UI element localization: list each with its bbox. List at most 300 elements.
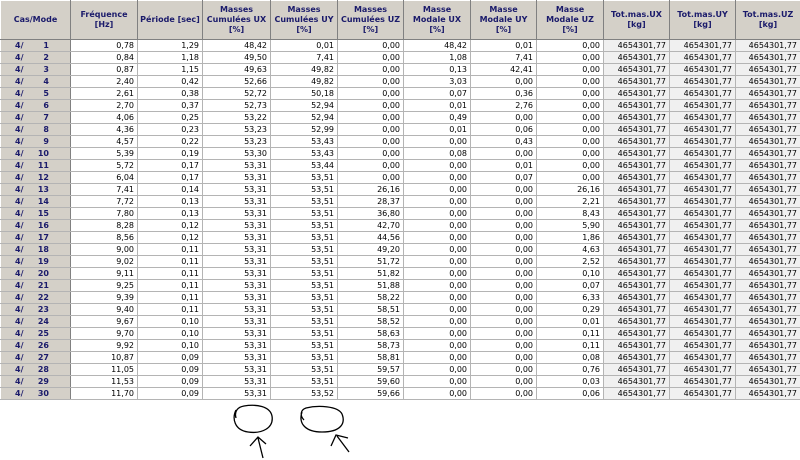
frequence-cell[interactable]: 9,67 xyxy=(71,316,138,328)
masses-cumulees-uz-cell[interactable]: 0,00 xyxy=(338,160,404,172)
masses-cumulees-ux-cell[interactable]: 52,73 xyxy=(203,100,271,112)
masses-cumulees-ux-cell[interactable]: 53,31 xyxy=(203,304,271,316)
tot-mas-uy-cell[interactable]: 4654301,77 xyxy=(670,100,736,112)
table-row[interactable] xyxy=(1,64,800,76)
masse-modale-uz-cell[interactable]: 0,03 xyxy=(537,376,604,388)
periode-cell[interactable]: 0,09 xyxy=(138,352,203,364)
tot-mas-uy-cell[interactable]: 4654301,77 xyxy=(670,232,736,244)
row-header-cas-mode[interactable] xyxy=(1,52,71,64)
row-header-cas-mode[interactable] xyxy=(1,232,71,244)
masse-modale-uy-cell[interactable]: 0,00 xyxy=(471,292,537,304)
periode-cell[interactable]: 0,22 xyxy=(138,136,203,148)
row-header-cas-mode[interactable] xyxy=(1,220,71,232)
tot-mas-ux-cell[interactable]: 4654301,77 xyxy=(604,268,670,280)
tot-mas-ux-cell[interactable]: 4654301,77 xyxy=(604,40,670,52)
masse-modale-uy-cell[interactable]: 0,00 xyxy=(471,76,537,88)
periode-cell[interactable]: 0,14 xyxy=(138,184,203,196)
masse-modale-uy-cell[interactable]: 2,76 xyxy=(471,100,537,112)
masses-cumulees-uz-cell[interactable]: 58,73 xyxy=(338,340,404,352)
tot-mas-ux-cell[interactable]: 4654301,77 xyxy=(604,64,670,76)
masse-modale-uz-cell[interactable]: 6,33 xyxy=(537,292,604,304)
masses-cumulees-uz-cell[interactable]: 26,16 xyxy=(338,184,404,196)
masses-cumulees-ux-cell[interactable]: 53,31 xyxy=(203,208,271,220)
tot-mas-uz-cell[interactable]: 4654301,77 xyxy=(736,232,800,244)
row-header-cas-mode[interactable] xyxy=(1,316,71,328)
masse-modale-uy-cell[interactable]: 0,00 xyxy=(471,352,537,364)
masse-modale-uy-cell[interactable]: 0,06 xyxy=(471,124,537,136)
tot-mas-uz-cell[interactable]: 4654301,77 xyxy=(736,268,800,280)
masse-modale-ux-cell[interactable]: 0,01 xyxy=(404,124,471,136)
periode-cell[interactable]: 0,11 xyxy=(138,304,203,316)
masses-cumulees-uz-cell[interactable]: 59,60 xyxy=(338,376,404,388)
column-header-frequence[interactable]: Fréquence [Hz] xyxy=(71,1,138,40)
masse-modale-uy-cell[interactable]: 0,00 xyxy=(471,208,537,220)
tot-mas-ux-cell[interactable]: 4654301,77 xyxy=(604,364,670,376)
table-row[interactable] xyxy=(1,112,800,124)
periode-cell[interactable]: 0,09 xyxy=(138,364,203,376)
column-header-periode[interactable]: Période [sec] xyxy=(138,1,203,40)
masse-modale-uz-cell[interactable]: 5,90 xyxy=(537,220,604,232)
tot-mas-ux-cell[interactable]: 4654301,77 xyxy=(604,100,670,112)
frequence-cell[interactable]: 11,53 xyxy=(71,376,138,388)
masse-modale-uz-cell[interactable]: 0,00 xyxy=(537,52,604,64)
masses-cumulees-uy-cell[interactable]: 53,51 xyxy=(271,220,338,232)
masses-cumulees-uy-cell[interactable]: 49,82 xyxy=(271,64,338,76)
tot-mas-uz-cell[interactable]: 4654301,77 xyxy=(736,40,800,52)
masse-modale-uz-cell[interactable]: 0,00 xyxy=(537,76,604,88)
tot-mas-uy-cell[interactable]: 4654301,77 xyxy=(670,256,736,268)
tot-mas-uy-cell[interactable]: 4654301,77 xyxy=(670,88,736,100)
table-row[interactable] xyxy=(1,88,800,100)
row-header-cas-mode[interactable] xyxy=(1,304,71,316)
masse-modale-ux-cell[interactable]: 0,00 xyxy=(404,388,471,400)
frequence-cell[interactable]: 5,72 xyxy=(71,160,138,172)
periode-cell[interactable]: 0,10 xyxy=(138,316,203,328)
tot-mas-ux-cell[interactable]: 4654301,77 xyxy=(604,256,670,268)
masses-cumulees-uy-cell[interactable]: 53,44 xyxy=(271,160,338,172)
tot-mas-uz-cell[interactable]: 4654301,77 xyxy=(736,76,800,88)
tot-mas-uz-cell[interactable]: 4654301,77 xyxy=(736,352,800,364)
masse-modale-ux-cell[interactable]: 3,03 xyxy=(404,76,471,88)
table-row[interactable] xyxy=(1,100,800,112)
table-row[interactable] xyxy=(1,124,800,136)
tot-mas-uz-cell[interactable]: 4654301,77 xyxy=(736,100,800,112)
tot-mas-uy-cell[interactable]: 4654301,77 xyxy=(670,172,736,184)
tot-mas-uz-cell[interactable]: 4654301,77 xyxy=(736,316,800,328)
masses-cumulees-ux-cell[interactable]: 53,31 xyxy=(203,160,271,172)
table-row[interactable] xyxy=(1,280,800,292)
table-row[interactable] xyxy=(1,376,800,388)
masses-cumulees-uy-cell[interactable]: 53,51 xyxy=(271,304,338,316)
row-header-cas-mode[interactable] xyxy=(1,244,71,256)
tot-mas-uy-cell[interactable]: 4654301,77 xyxy=(670,76,736,88)
frequence-cell[interactable]: 9,25 xyxy=(71,280,138,292)
masses-cumulees-ux-cell[interactable]: 48,42 xyxy=(203,40,271,52)
tot-mas-uy-cell[interactable]: 4654301,77 xyxy=(670,220,736,232)
table-row[interactable] xyxy=(1,304,800,316)
masses-cumulees-uz-cell[interactable]: 0,00 xyxy=(338,148,404,160)
masses-cumulees-uy-cell[interactable]: 52,99 xyxy=(271,124,338,136)
tot-mas-uz-cell[interactable]: 4654301,77 xyxy=(736,220,800,232)
tot-mas-uz-cell[interactable]: 4654301,77 xyxy=(736,388,800,400)
tot-mas-uy-cell[interactable]: 4654301,77 xyxy=(670,112,736,124)
periode-cell[interactable]: 0,13 xyxy=(138,208,203,220)
masses-cumulees-uz-cell[interactable]: 0,00 xyxy=(338,112,404,124)
tot-mas-uz-cell[interactable]: 4654301,77 xyxy=(736,328,800,340)
tot-mas-ux-cell[interactable]: 4654301,77 xyxy=(604,376,670,388)
frequence-cell[interactable]: 7,41 xyxy=(71,184,138,196)
masses-cumulees-uz-cell[interactable]: 58,22 xyxy=(338,292,404,304)
masse-modale-uz-cell[interactable]: 0,00 xyxy=(537,172,604,184)
tot-mas-uz-cell[interactable]: 4654301,77 xyxy=(736,52,800,64)
masses-cumulees-uy-cell[interactable]: 49,82 xyxy=(271,76,338,88)
frequence-cell[interactable]: 0,78 xyxy=(71,40,138,52)
masses-cumulees-ux-cell[interactable]: 53,31 xyxy=(203,388,271,400)
masse-modale-ux-cell[interactable]: 0,00 xyxy=(404,196,471,208)
frequence-cell[interactable]: 4,06 xyxy=(71,112,138,124)
masse-modale-uz-cell[interactable]: 0,06 xyxy=(537,388,604,400)
masses-cumulees-ux-cell[interactable]: 53,31 xyxy=(203,232,271,244)
masse-modale-ux-cell[interactable]: 0,00 xyxy=(404,292,471,304)
row-header-cas-mode[interactable] xyxy=(1,280,71,292)
periode-cell[interactable]: 1,29 xyxy=(138,40,203,52)
tot-mas-uy-cell[interactable]: 4654301,77 xyxy=(670,184,736,196)
masses-cumulees-ux-cell[interactable]: 53,22 xyxy=(203,112,271,124)
masse-modale-uy-cell[interactable]: 0,00 xyxy=(471,340,537,352)
periode-cell[interactable]: 0,09 xyxy=(138,376,203,388)
masse-modale-uz-cell[interactable]: 0,11 xyxy=(537,340,604,352)
masse-modale-uz-cell[interactable]: 0,76 xyxy=(537,364,604,376)
masse-modale-uz-cell[interactable]: 0,01 xyxy=(537,316,604,328)
tot-mas-uy-cell[interactable]: 4654301,77 xyxy=(670,316,736,328)
periode-cell[interactable]: 0,10 xyxy=(138,328,203,340)
tot-mas-uz-cell[interactable]: 4654301,77 xyxy=(736,340,800,352)
masses-cumulees-uy-cell[interactable]: 53,51 xyxy=(271,244,338,256)
row-header-cas-mode[interactable] xyxy=(1,340,71,352)
masses-cumulees-uy-cell[interactable]: 53,51 xyxy=(271,280,338,292)
table-row[interactable] xyxy=(1,220,800,232)
masses-cumulees-uz-cell[interactable]: 36,80 xyxy=(338,208,404,220)
masse-modale-uz-cell[interactable]: 0,29 xyxy=(537,304,604,316)
masse-modale-uz-cell[interactable]: 0,00 xyxy=(537,100,604,112)
masse-modale-uz-cell[interactable]: 0,00 xyxy=(537,124,604,136)
tot-mas-uz-cell[interactable]: 4654301,77 xyxy=(736,160,800,172)
masse-modale-ux-cell[interactable]: 0,00 xyxy=(404,340,471,352)
masses-cumulees-uz-cell[interactable]: 51,72 xyxy=(338,256,404,268)
table-row[interactable] xyxy=(1,364,800,376)
frequence-cell[interactable]: 4,36 xyxy=(71,124,138,136)
masses-cumulees-uz-cell[interactable]: 51,88 xyxy=(338,280,404,292)
masse-modale-ux-cell[interactable]: 0,00 xyxy=(404,136,471,148)
tot-mas-ux-cell[interactable]: 4654301,77 xyxy=(604,124,670,136)
tot-mas-uz-cell[interactable]: 4654301,77 xyxy=(736,88,800,100)
masses-cumulees-uy-cell[interactable]: 53,51 xyxy=(271,316,338,328)
tot-mas-ux-cell[interactable]: 4654301,77 xyxy=(604,220,670,232)
masse-modale-ux-cell[interactable]: 0,08 xyxy=(404,148,471,160)
tot-mas-ux-cell[interactable]: 4654301,77 xyxy=(604,316,670,328)
frequence-cell[interactable]: 2,40 xyxy=(71,76,138,88)
table-row[interactable] xyxy=(1,208,800,220)
masses-cumulees-uy-cell[interactable]: 7,41 xyxy=(271,52,338,64)
masses-cumulees-ux-cell[interactable]: 53,31 xyxy=(203,268,271,280)
tot-mas-ux-cell[interactable]: 4654301,77 xyxy=(604,160,670,172)
row-header-cas-mode[interactable] xyxy=(1,268,71,280)
tot-mas-ux-cell[interactable]: 4654301,77 xyxy=(604,244,670,256)
tot-mas-uz-cell[interactable]: 4654301,77 xyxy=(736,244,800,256)
masses-cumulees-ux-cell[interactable]: 53,31 xyxy=(203,292,271,304)
tot-mas-ux-cell[interactable]: 4654301,77 xyxy=(604,112,670,124)
masse-modale-uz-cell[interactable]: 26,16 xyxy=(537,184,604,196)
row-header-cas-mode[interactable] xyxy=(1,196,71,208)
masse-modale-uz-cell[interactable]: 0,08 xyxy=(537,352,604,364)
frequence-cell[interactable]: 7,72 xyxy=(71,196,138,208)
masses-cumulees-uy-cell[interactable]: 53,51 xyxy=(271,208,338,220)
row-header-cas-mode[interactable] xyxy=(1,136,71,148)
row-header-cas-mode[interactable] xyxy=(1,64,71,76)
table-row[interactable] xyxy=(1,196,800,208)
masse-modale-uy-cell[interactable]: 0,00 xyxy=(471,388,537,400)
masse-modale-uy-cell[interactable]: 0,00 xyxy=(471,112,537,124)
masses-cumulees-ux-cell[interactable]: 53,31 xyxy=(203,328,271,340)
table-row[interactable] xyxy=(1,136,800,148)
masse-modale-uy-cell[interactable]: 0,00 xyxy=(471,316,537,328)
tot-mas-uz-cell[interactable]: 4654301,77 xyxy=(736,112,800,124)
row-header-cas-mode[interactable] xyxy=(1,184,71,196)
masses-cumulees-uz-cell[interactable]: 0,00 xyxy=(338,88,404,100)
tot-mas-uy-cell[interactable]: 4654301,77 xyxy=(670,364,736,376)
row-header-cas-mode[interactable] xyxy=(1,352,71,364)
masse-modale-uz-cell[interactable]: 1,86 xyxy=(537,232,604,244)
periode-cell[interactable]: 0,11 xyxy=(138,244,203,256)
table-row[interactable] xyxy=(1,256,800,268)
masse-modale-ux-cell[interactable]: 1,08 xyxy=(404,52,471,64)
column-header-cas-mode[interactable]: Cas/Mode xyxy=(1,1,71,40)
tot-mas-uz-cell[interactable]: 4654301,77 xyxy=(736,364,800,376)
table-row[interactable] xyxy=(1,40,800,52)
tot-mas-ux-cell[interactable]: 4654301,77 xyxy=(604,232,670,244)
masse-modale-uy-cell[interactable]: 0,00 xyxy=(471,148,537,160)
tot-mas-uy-cell[interactable]: 4654301,77 xyxy=(670,376,736,388)
frequence-cell[interactable]: 9,11 xyxy=(71,268,138,280)
masse-modale-uy-cell[interactable]: 0,00 xyxy=(471,256,537,268)
masses-cumulees-uz-cell[interactable]: 42,70 xyxy=(338,220,404,232)
tot-mas-ux-cell[interactable]: 4654301,77 xyxy=(604,328,670,340)
masse-modale-ux-cell[interactable]: 0,00 xyxy=(404,364,471,376)
masse-modale-ux-cell[interactable]: 0,00 xyxy=(404,328,471,340)
row-header-cas-mode[interactable] xyxy=(1,148,71,160)
masse-modale-uz-cell[interactable]: 0,07 xyxy=(537,280,604,292)
frequence-cell[interactable]: 7,80 xyxy=(71,208,138,220)
table-row[interactable] xyxy=(1,160,800,172)
masses-cumulees-uy-cell[interactable]: 53,51 xyxy=(271,256,338,268)
table-row[interactable] xyxy=(1,388,800,400)
tot-mas-uy-cell[interactable]: 4654301,77 xyxy=(670,328,736,340)
frequence-cell[interactable]: 2,70 xyxy=(71,100,138,112)
masses-cumulees-uz-cell[interactable]: 58,81 xyxy=(338,352,404,364)
column-header-masse-modale-uz[interactable]: Masse Modale UZ [%] xyxy=(537,1,604,40)
table-row[interactable] xyxy=(1,148,800,160)
masses-cumulees-ux-cell[interactable]: 49,63 xyxy=(203,64,271,76)
tot-mas-ux-cell[interactable]: 4654301,77 xyxy=(604,292,670,304)
row-header-cas-mode[interactable] xyxy=(1,112,71,124)
tot-mas-uz-cell[interactable]: 4654301,77 xyxy=(736,280,800,292)
frequence-cell[interactable]: 9,00 xyxy=(71,244,138,256)
masse-modale-ux-cell[interactable]: 0,00 xyxy=(404,172,471,184)
masses-cumulees-uy-cell[interactable]: 53,51 xyxy=(271,352,338,364)
masse-modale-uy-cell[interactable]: 0,00 xyxy=(471,232,537,244)
tot-mas-ux-cell[interactable]: 4654301,77 xyxy=(604,208,670,220)
tot-mas-uy-cell[interactable]: 4654301,77 xyxy=(670,148,736,160)
masses-cumulees-uz-cell[interactable]: 58,63 xyxy=(338,328,404,340)
masse-modale-uz-cell[interactable]: 0,00 xyxy=(537,160,604,172)
tot-mas-ux-cell[interactable]: 4654301,77 xyxy=(604,76,670,88)
masse-modale-uy-cell[interactable]: 0,07 xyxy=(471,172,537,184)
tot-mas-uy-cell[interactable]: 4654301,77 xyxy=(670,304,736,316)
masses-cumulees-uy-cell[interactable]: 0,01 xyxy=(271,40,338,52)
table-row[interactable] xyxy=(1,268,800,280)
masses-cumulees-uy-cell[interactable]: 53,51 xyxy=(271,292,338,304)
masses-cumulees-uz-cell[interactable]: 0,00 xyxy=(338,172,404,184)
masses-cumulees-uy-cell[interactable]: 53,51 xyxy=(271,172,338,184)
frequence-cell[interactable]: 10,87 xyxy=(71,352,138,364)
masse-modale-ux-cell[interactable]: 0,49 xyxy=(404,112,471,124)
tot-mas-uz-cell[interactable]: 4654301,77 xyxy=(736,172,800,184)
masse-modale-ux-cell[interactable]: 0,00 xyxy=(404,376,471,388)
column-header-tot-mas-uy[interactable]: Tot.mas.UY [kg] xyxy=(670,1,736,40)
tot-mas-uy-cell[interactable]: 4654301,77 xyxy=(670,268,736,280)
tot-mas-ux-cell[interactable]: 4654301,77 xyxy=(604,196,670,208)
periode-cell[interactable]: 0,12 xyxy=(138,232,203,244)
masses-cumulees-uz-cell[interactable]: 49,20 xyxy=(338,244,404,256)
periode-cell[interactable]: 0,17 xyxy=(138,172,203,184)
periode-cell[interactable]: 0,17 xyxy=(138,160,203,172)
row-header-cas-mode[interactable] xyxy=(1,160,71,172)
masses-cumulees-uz-cell[interactable]: 0,00 xyxy=(338,124,404,136)
masses-cumulees-uy-cell[interactable]: 52,94 xyxy=(271,112,338,124)
masse-modale-uz-cell[interactable]: 0,00 xyxy=(537,88,604,100)
tot-mas-ux-cell[interactable]: 4654301,77 xyxy=(604,388,670,400)
tot-mas-uy-cell[interactable]: 4654301,77 xyxy=(670,136,736,148)
masses-cumulees-ux-cell[interactable]: 53,31 xyxy=(203,256,271,268)
masse-modale-ux-cell[interactable]: 0,13 xyxy=(404,64,471,76)
masses-cumulees-ux-cell[interactable]: 53,31 xyxy=(203,376,271,388)
column-header-masses-cumulees-ux[interactable]: Masses Cumulées UX [%] xyxy=(203,1,271,40)
masse-modale-uy-cell[interactable]: 0,36 xyxy=(471,88,537,100)
masse-modale-ux-cell[interactable]: 0,00 xyxy=(404,184,471,196)
masse-modale-uy-cell[interactable]: 0,00 xyxy=(471,304,537,316)
masse-modale-uy-cell[interactable]: 0,00 xyxy=(471,268,537,280)
row-header-cas-mode[interactable] xyxy=(1,124,71,136)
tot-mas-uy-cell[interactable]: 4654301,77 xyxy=(670,208,736,220)
masses-cumulees-uz-cell[interactable]: 0,00 xyxy=(338,64,404,76)
masses-cumulees-uy-cell[interactable]: 53,51 xyxy=(271,268,338,280)
masses-cumulees-ux-cell[interactable]: 53,31 xyxy=(203,220,271,232)
masse-modale-uz-cell[interactable]: 8,43 xyxy=(537,208,604,220)
row-header-cas-mode[interactable] xyxy=(1,40,71,52)
periode-cell[interactable]: 0,37 xyxy=(138,100,203,112)
periode-cell[interactable]: 0,10 xyxy=(138,340,203,352)
periode-cell[interactable]: 0,11 xyxy=(138,268,203,280)
masses-cumulees-uy-cell[interactable]: 53,51 xyxy=(271,232,338,244)
masses-cumulees-uz-cell[interactable]: 58,52 xyxy=(338,316,404,328)
frequence-cell[interactable]: 9,39 xyxy=(71,292,138,304)
periode-cell[interactable]: 0,13 xyxy=(138,196,203,208)
masses-cumulees-ux-cell[interactable]: 53,31 xyxy=(203,364,271,376)
tot-mas-ux-cell[interactable]: 4654301,77 xyxy=(604,340,670,352)
masses-cumulees-uy-cell[interactable]: 53,51 xyxy=(271,184,338,196)
periode-cell[interactable]: 0,38 xyxy=(138,88,203,100)
masses-cumulees-ux-cell[interactable]: 53,31 xyxy=(203,184,271,196)
masse-modale-uz-cell[interactable]: 0,00 xyxy=(537,148,604,160)
masse-modale-ux-cell[interactable]: 0,00 xyxy=(404,256,471,268)
masses-cumulees-uz-cell[interactable]: 51,82 xyxy=(338,268,404,280)
masses-cumulees-uz-cell[interactable]: 0,00 xyxy=(338,76,404,88)
row-header-cas-mode[interactable] xyxy=(1,376,71,388)
masse-modale-uy-cell[interactable]: 7,41 xyxy=(471,52,537,64)
masses-cumulees-ux-cell[interactable]: 53,23 xyxy=(203,136,271,148)
periode-cell[interactable]: 0,11 xyxy=(138,292,203,304)
periode-cell[interactable]: 0,09 xyxy=(138,388,203,400)
masse-modale-uy-cell[interactable]: 0,00 xyxy=(471,280,537,292)
frequence-cell[interactable]: 11,05 xyxy=(71,364,138,376)
table-row[interactable] xyxy=(1,340,800,352)
masses-cumulees-uy-cell[interactable]: 53,51 xyxy=(271,196,338,208)
masses-cumulees-ux-cell[interactable]: 53,31 xyxy=(203,244,271,256)
frequence-cell[interactable]: 6,04 xyxy=(71,172,138,184)
column-header-masse-modale-uy[interactable]: Masse Modale UY [%] xyxy=(471,1,537,40)
row-header-cas-mode[interactable] xyxy=(1,172,71,184)
tot-mas-ux-cell[interactable]: 4654301,77 xyxy=(604,184,670,196)
masse-modale-ux-cell[interactable]: 0,07 xyxy=(404,88,471,100)
row-header-cas-mode[interactable] xyxy=(1,292,71,304)
column-header-tot-mas-uz[interactable]: Tot.mas.UZ [kg] xyxy=(736,1,800,40)
row-header-cas-mode[interactable] xyxy=(1,364,71,376)
tot-mas-ux-cell[interactable]: 4654301,77 xyxy=(604,136,670,148)
masse-modale-uy-cell[interactable]: 0,00 xyxy=(471,364,537,376)
masse-modale-ux-cell[interactable]: 0,00 xyxy=(404,208,471,220)
row-header-cas-mode[interactable] xyxy=(1,88,71,100)
tot-mas-ux-cell[interactable]: 4654301,77 xyxy=(604,352,670,364)
row-header-cas-mode[interactable] xyxy=(1,76,71,88)
periode-cell[interactable]: 0,42 xyxy=(138,76,203,88)
masse-modale-uy-cell[interactable]: 0,43 xyxy=(471,136,537,148)
tot-mas-uy-cell[interactable]: 4654301,77 xyxy=(670,40,736,52)
masse-modale-ux-cell[interactable]: 0,01 xyxy=(404,100,471,112)
frequence-cell[interactable]: 0,87 xyxy=(71,64,138,76)
table-row[interactable] xyxy=(1,316,800,328)
tot-mas-ux-cell[interactable]: 4654301,77 xyxy=(604,304,670,316)
masses-cumulees-ux-cell[interactable]: 53,31 xyxy=(203,196,271,208)
masses-cumulees-ux-cell[interactable]: 52,66 xyxy=(203,76,271,88)
tot-mas-uz-cell[interactable]: 4654301,77 xyxy=(736,124,800,136)
periode-cell[interactable]: 0,12 xyxy=(138,220,203,232)
masse-modale-ux-cell[interactable]: 0,00 xyxy=(404,160,471,172)
tot-mas-uz-cell[interactable]: 4654301,77 xyxy=(736,256,800,268)
masse-modale-uz-cell[interactable]: 2,21 xyxy=(537,196,604,208)
frequence-cell[interactable]: 9,02 xyxy=(71,256,138,268)
masse-modale-uy-cell[interactable]: 0,00 xyxy=(471,328,537,340)
periode-cell[interactable]: 0,11 xyxy=(138,256,203,268)
masse-modale-uy-cell[interactable]: 0,01 xyxy=(471,40,537,52)
masse-modale-ux-cell[interactable]: 0,00 xyxy=(404,232,471,244)
masse-modale-uz-cell[interactable]: 2,52 xyxy=(537,256,604,268)
tot-mas-uz-cell[interactable]: 4654301,77 xyxy=(736,148,800,160)
tot-mas-uz-cell[interactable]: 4654301,77 xyxy=(736,64,800,76)
masse-modale-uz-cell[interactable]: 0,00 xyxy=(537,136,604,148)
tot-mas-ux-cell[interactable]: 4654301,77 xyxy=(604,148,670,160)
frequence-cell[interactable]: 8,28 xyxy=(71,220,138,232)
frequence-cell[interactable]: 9,40 xyxy=(71,304,138,316)
